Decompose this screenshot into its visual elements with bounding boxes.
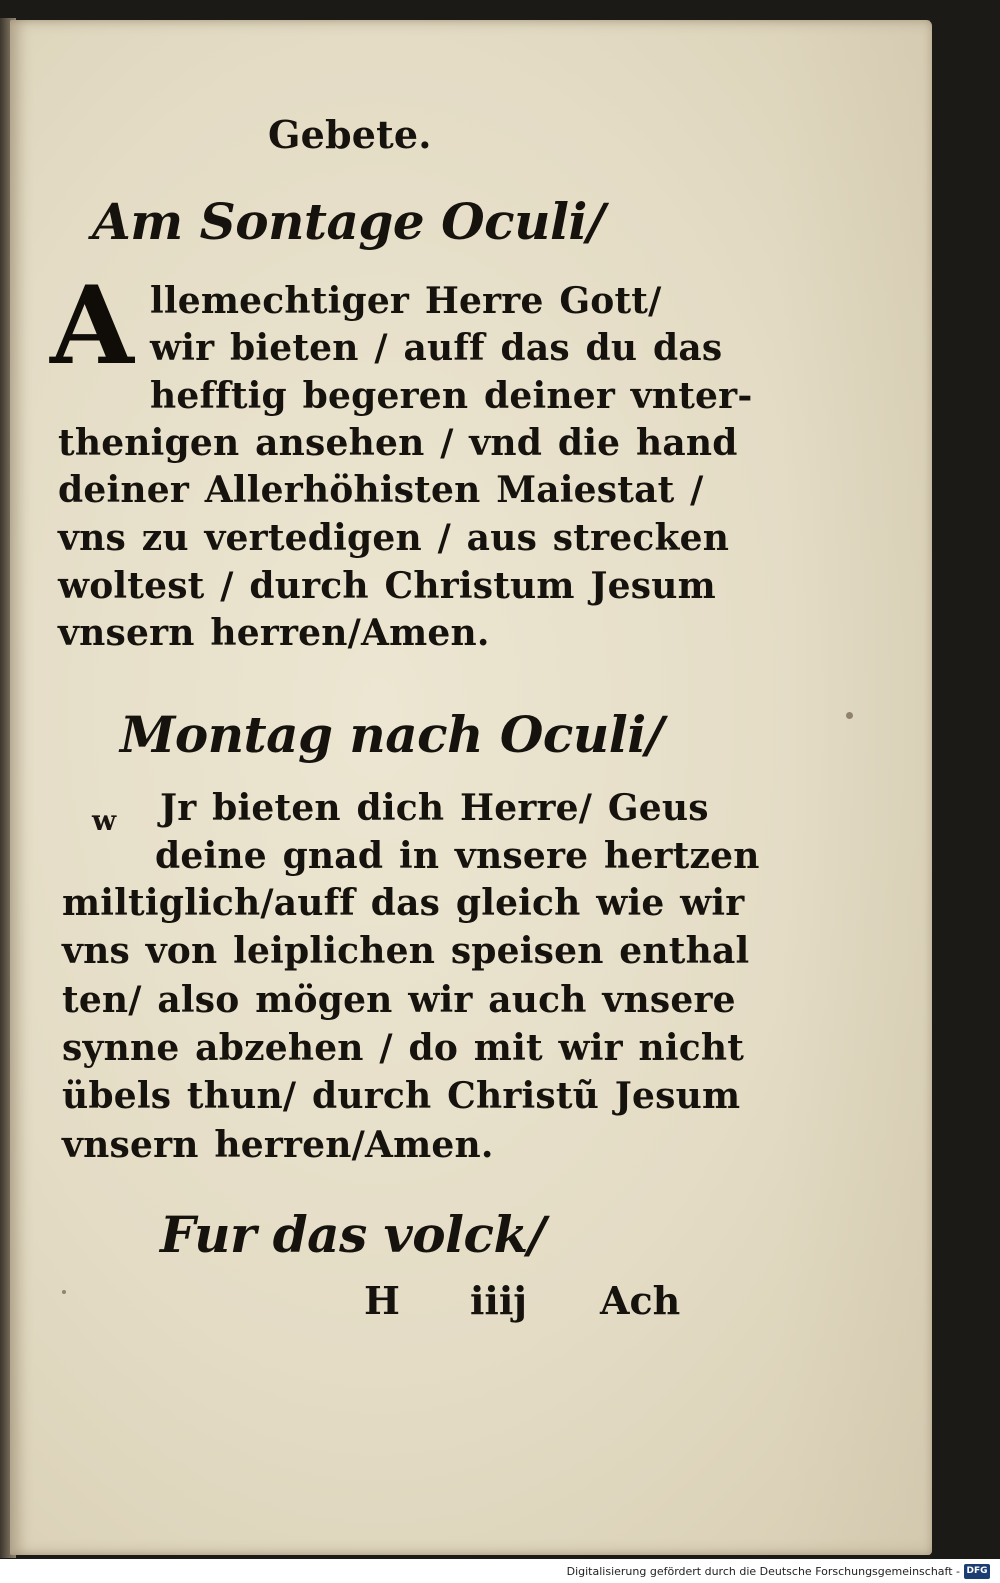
decorated-initial: A [50, 263, 134, 389]
text-line: vns von leiplichen speisen enthal [62, 930, 750, 972]
text-line: miltiglich/auff das gleich wie wir [62, 882, 745, 924]
section-heading: Am Sontage Oculi/ [92, 192, 605, 251]
text-line: vnsern herren/Amen. [62, 1124, 494, 1166]
text-line: thenigen ansehen / vnd die hand [58, 422, 738, 464]
footer-credit: Digitalisierung gefördert durch die Deutsche Forschungsgemeinschaft - [566, 1565, 960, 1578]
text-line: hefftig begeren deiner vnter- [150, 375, 753, 417]
signature-mark: H [364, 1278, 400, 1323]
text-line: llemechtiger Herre Gott/ [150, 280, 662, 322]
paper-spot [62, 1290, 66, 1294]
text-line: ten/ also mögen wir auch vnsere [62, 979, 736, 1021]
page-shading [780, 20, 930, 1555]
text-line: wir bieten / auff das du das [150, 327, 723, 369]
text-line: synne abzehen / do mit wir nicht [62, 1027, 745, 1069]
text-line: vns zu vertedigen / aus strecken [58, 517, 730, 559]
text-line: deiner Allerhöhisten Maiestat / [58, 469, 704, 511]
text-line: übels thun/ durch Christũ Jesum [62, 1075, 741, 1117]
running-head: Gebete. [268, 112, 432, 157]
text-line: woltest / durch Christum Jesum [58, 565, 716, 607]
section-heading: Montag nach Oculi/ [120, 705, 664, 764]
text-line: Jr bieten dich Herre/ Geus [160, 787, 709, 829]
signature-number: iiij [470, 1278, 528, 1323]
text-line: deine gnad in vnsere hertzen [155, 835, 760, 877]
guide-letter: w [92, 804, 117, 837]
section-heading: Fur das volck/ [160, 1205, 546, 1264]
paper-spot [846, 712, 853, 719]
dfg-logo: DFG [964, 1564, 990, 1579]
text-line: vnsern herren/Amen. [58, 612, 490, 654]
catchword: Ach [600, 1278, 681, 1323]
